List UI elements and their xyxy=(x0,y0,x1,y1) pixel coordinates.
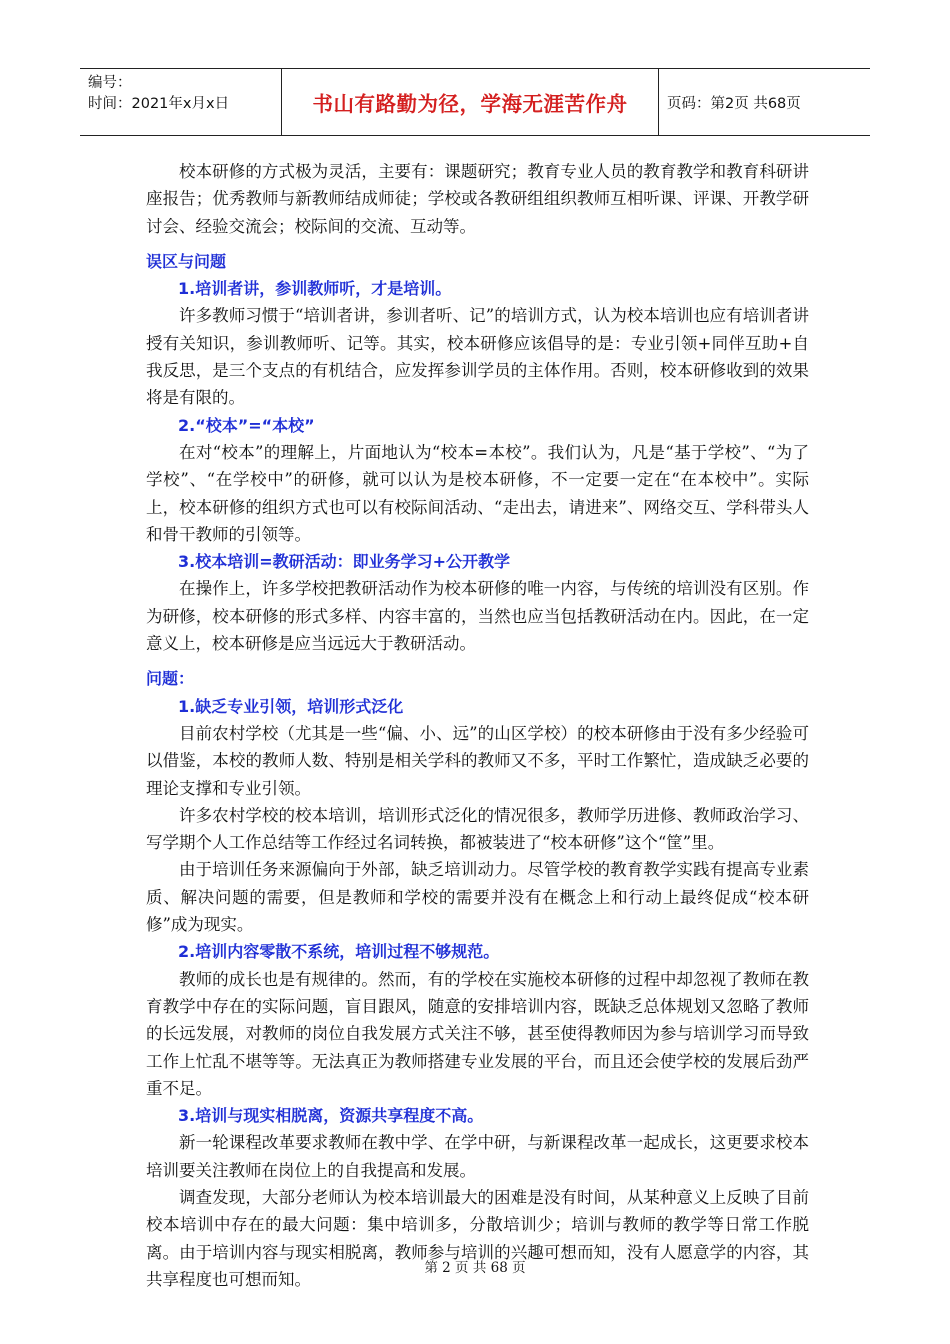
header-page-info: 页码：第2页 共68页 xyxy=(667,95,801,112)
body-paragraph: 新一轮课程改革要求教师在教中学、在学中研，与新课程改革一起成长，这更要求校本培训要关注教师在岗位上的自我提高和发展。 xyxy=(146,1133,809,1180)
body-paragraph: 在操作上，许多学校把教研活动作为校本研修的唯一内容，与传统的培训没有区别。作为研修，校本研修的形式多样、内容丰富的，当然也应当包括教研活动在内。因此，在一定意义上，校本研修是应当远远大于教研活动。 xyxy=(146,579,809,654)
document-body xyxy=(146,158,809,1293)
body-paragraph: 教师的成长也是有规律的。然而，有的学校在实施校本研修的过程中却忽视了教师在教育教学中存在的实际问题，盲目跟风，随意的安排培训内容，既缺乏总体规划又忽略了教师的长远发展，对教师的岗位自我发展方式关注不够，甚至使得教师因为参与培训学习而导致工作上忙乱不堪等等。无法真正为教师搭建专业发展的平台，而且还会使学校的发展后劲严重不足。 xyxy=(146,969,809,1098)
header-meta xyxy=(80,69,282,135)
body-paragraph: 由于培训任务来源偏向于外部，缺乏培训动力。尽管学校的教育教学实践有提高专业素质、解决问题的需要，但是教师和学校的需要并没有在概念上和行动上最终促成“校本研修”成为现实。 xyxy=(146,860,809,935)
page-header xyxy=(80,68,870,136)
subsection-heading: 1.培训者讲，参训教师听，才是培训。 xyxy=(178,279,452,299)
body-paragraph: 许多农村学校的校本培训，培训形式泛化的情况很多，教师学历进修、教师政治学习、写学期个人工作总结等工作经过名词转换，都被装进了“校本研修”这个“筐”里。 xyxy=(146,805,809,853)
subsection-heading: 2.“校本”=“本校” xyxy=(178,415,315,435)
body-paragraph: 调查发现，大部分老师认为校本培训最大的困难是没有时间，从某种意义上反映了目前校本培训中存在的最大问题：集中培训多，分散培训少；培训与教师的教学等日常工作脱离。由于培训内容与现实相脱离，教师参与培训的兴趣可想而知，没有人愿意学的内容，其共享程度也可想而知。 xyxy=(146,1187,809,1289)
subsection-heading: 2.培训内容零散不系统，培训过程不够规范。 xyxy=(178,942,500,962)
section-heading: 误区与问题 xyxy=(146,251,227,271)
body-paragraph: 许多教师习惯于“培训者讲，参训者听、记”的培训方式，认为校本培训也应有培训者讲授有关知识，参训教师听、记等。其实，校本研修应该倡导的是：专业引领+同伴互助+自我反思，是三个支点的有机结合，应发挥参训学员的主体作用。否则，校本研修收到的效果将是有限的。 xyxy=(146,306,809,408)
subsection-heading: 3.培训与现实相脱离，资源共享程度不高。 xyxy=(178,1106,484,1126)
document-date-label: 时间：2021年x月x日 xyxy=(88,96,230,112)
header-motto: 书山有路勤为径，学海无涯苦作舟 xyxy=(282,69,659,135)
body-paragraph: 校本研修的方式极为灵活，主要有：课题研究；教育专业人员的教育教学和教育科研讲座报告；优秀教师与新教师结成师徒；学校或各教研组组织教师互相听课、评课、开教学研讨会、经验交流会；校际间的交流、互动等。 xyxy=(146,162,809,236)
document-number-label: 编号： xyxy=(88,75,132,91)
body-paragraph: 目前农村学校（尤其是一些“偏、小、远”的山区学校）的校本研修由于没有多少经验可以借鉴，本校的教师人数、特别是相关学科的教师又不多，平时工作繁忙，造成缺乏必要的理论支撑和专业引领。 xyxy=(146,723,809,798)
body-paragraph: 在对“校本”的理解上，片面地认为“校本=本校”。我们认为，凡是“基于学校”、“为了学校”、“在学校中”的研修，就可以认为是校本研修，不一定要一定在“在本校中”。实际上，校本研修的组织方式也可以有校际间活动、“走出去，请进来”、网络交互、学科带头人和骨干教师的引领等。 xyxy=(146,442,809,544)
section-heading: 问题： xyxy=(146,669,195,689)
subsection-heading: 1.缺乏专业引领，培训形式泛化 xyxy=(178,696,404,716)
page-footer: 第 2 页 共 68 页 xyxy=(424,1260,526,1276)
subsection-heading: 3.校本培训=教研活动：即业务学习+公开教学 xyxy=(178,552,511,572)
